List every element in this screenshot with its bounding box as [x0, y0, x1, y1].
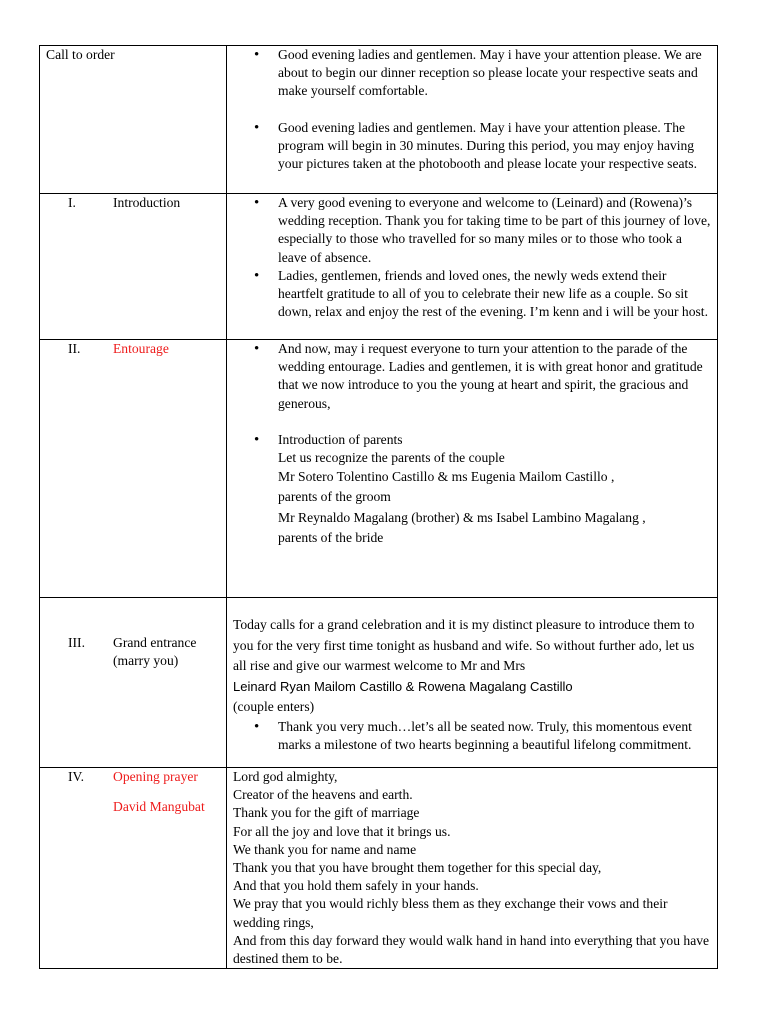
label-line: Grand entrance — [113, 635, 197, 650]
row-label-opening-prayer — [113, 768, 225, 816]
row-content-cell — [227, 768, 718, 969]
table-row — [40, 598, 718, 768]
list-item-parents — [227, 431, 717, 547]
row-numeral: II. — [68, 341, 81, 356]
row-label-cell — [40, 340, 227, 598]
row-label-cell — [40, 194, 227, 340]
couple-names: Leinard Ryan Mailom Castillo & Rowena Magalang Castillo — [233, 678, 573, 694]
table-row — [40, 768, 718, 969]
groom-parents: Mr Sotero Tolentino Castillo & ms Eugenia Mailom Castillo , — [278, 469, 615, 485]
row-label-grand-entrance — [113, 634, 225, 670]
table-row — [40, 340, 718, 598]
row-label-call-to-order: Call to order — [46, 47, 115, 62]
prayer-line: Thank you that you have brought them together for this special day, — [233, 860, 602, 876]
bullet-list — [227, 340, 717, 547]
bride-parents: Mr Reynaldo Magalang (brother) & ms Isabel Lambino Magalang , — [278, 509, 646, 525]
prayer-line: Lord god almighty, — [233, 769, 338, 784]
list-item: • And now, may i request everyone to turn your attention to the parade of the wedding entourage. Ladies and gentlemen, it is with great honor and gratitude that we now introduce to you the young at heart and spirit, the gracious and generous, — [227, 340, 717, 413]
row-content-cell — [227, 46, 718, 194]
table-row — [40, 194, 718, 340]
prayer-line: We thank you for name and name — [233, 841, 417, 857]
bullet-list — [227, 194, 717, 321]
row-label-cell — [40, 46, 227, 194]
opening-prayer-label: Opening prayer — [113, 769, 198, 784]
prayer-line: We pray that you would richly bless them as they exchange their vows and their wedding rings, — [233, 896, 668, 930]
prayer-line: Thank you for the gift of marriage — [233, 805, 420, 821]
parents-heading: • Introduction of parents — [278, 431, 403, 447]
label-line: (marry you) — [113, 653, 179, 669]
officiant-name: David Mangubat — [113, 799, 205, 815]
grand-entrance-paragraph — [227, 598, 717, 718]
row-numeral: I. — [68, 195, 76, 210]
prayer-line: And from this day forward they would walk hand in hand into everything that you have destined them to be. — [233, 932, 710, 967]
row-label-introduction: Introduction — [113, 195, 181, 210]
row-label-cell — [40, 598, 227, 768]
list-item: • Good evening ladies and gentlemen. May i have your attention please. We are about to begin our dinner reception so please locate your respective seats and make yourself comfortable. — [227, 46, 717, 101]
prayer-text — [227, 768, 717, 968]
row-label-entourage: Entourage — [113, 341, 169, 356]
list-item: • Ladies, gentlemen, friends and loved ones, the newly weds extend their heartfelt gratitude to all of you to celebrate their new life as a couple. So sit down, relax and enjoy the rest of the evening. I’m kenn and i will be your host. — [227, 267, 717, 322]
wedding-program-table — [39, 45, 718, 969]
couple-enters-note: (couple enters) — [233, 699, 315, 714]
prayer-line: For all the joy and love that it brings us. — [233, 823, 451, 839]
groom-caption: parents of the groom — [278, 489, 391, 505]
row-numeral: IV. — [68, 769, 84, 784]
list-item: • A very good evening to everyone and welcome to (Leinard) and (Rowena)’s wedding reception. Thank you for taking time to be part of this journey of love, especially to those who travelled for so many miles or to those who took a leave of absence. — [227, 194, 717, 267]
bride-caption: parents of the bride — [278, 529, 384, 545]
list-item: • Good evening ladies and gentlemen. May i have your attention please. The program will begin in 30 minutes. During this period, you may enjoy having your pictures taken at the photobooth and please locate your respective seats. — [227, 119, 717, 174]
bullet-list — [227, 46, 717, 173]
row-content-cell — [227, 340, 718, 598]
prayer-line: Creator of the heavens and earth. — [233, 787, 413, 803]
parents-intro: Let us recognize the parents of the couple — [278, 450, 505, 466]
row-numeral: III. — [68, 635, 85, 650]
row-content-cell — [227, 194, 718, 340]
row-label-cell — [40, 768, 227, 969]
table-row — [40, 46, 718, 194]
list-item: • Thank you very much…let’s all be seated now. Truly, this momentous event marks a milestone of two hearts beginning a beautiful lifelong commitment. — [227, 718, 717, 754]
bullet-list — [227, 718, 717, 754]
prayer-line: And that you hold them safely in your hands. — [233, 878, 479, 894]
intro-paragraph: Today calls for a grand celebration and it is my distinct pleasure to introduce them to you for the very first time tonight as husband and wife. So without further ado, let us all rise and give our warmest welcome to Mr and Mrs — [233, 617, 695, 673]
row-content-cell — [227, 598, 718, 768]
